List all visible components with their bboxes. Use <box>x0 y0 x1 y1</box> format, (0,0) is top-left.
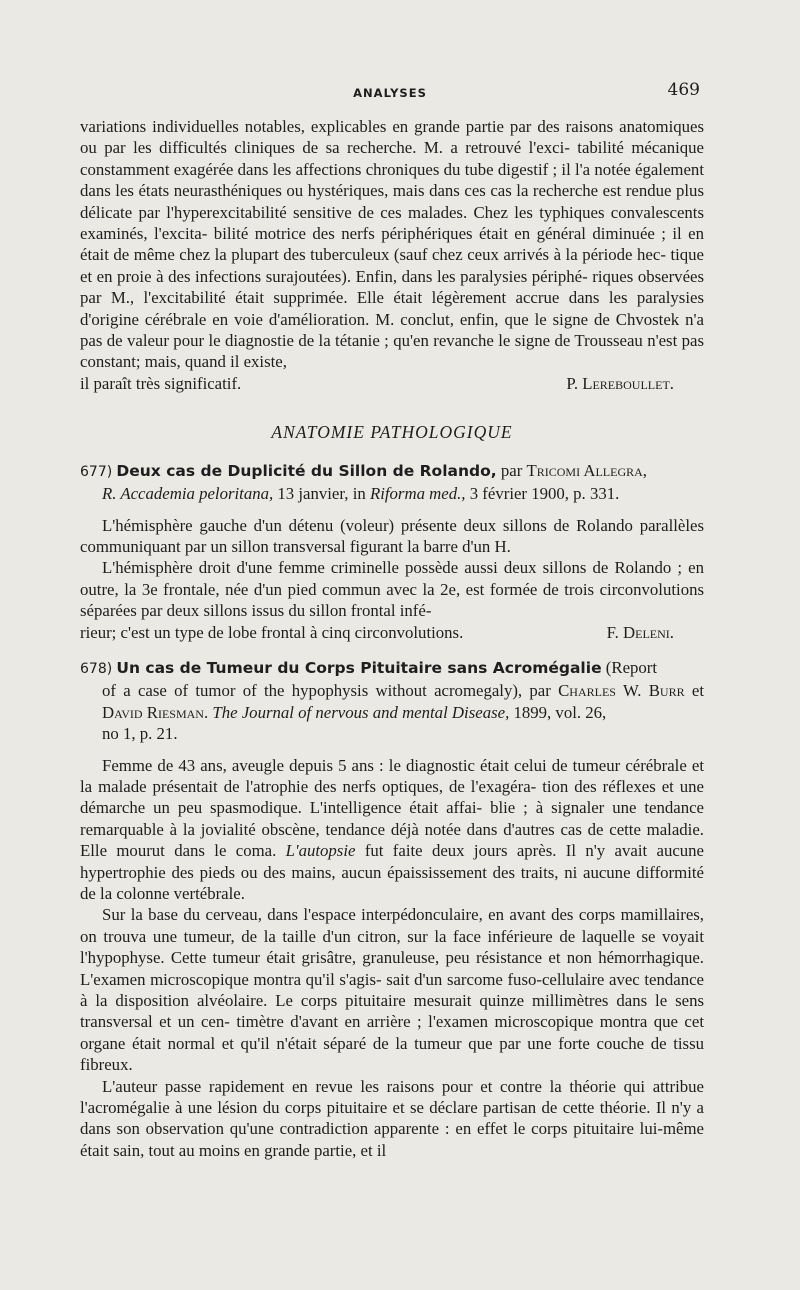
running-title: ANALYSES <box>353 86 427 100</box>
section-heading: ANATOMIE PATHOLOGIQUE <box>271 422 513 443</box>
article-title: Deux cas de Duplicité du Sillon de Rolando, <box>116 461 497 480</box>
article-678-paragraph-2: Sur la base du cerveau, dans l'espace interpédonculaire, en avant des corps mamillaires, on trouva une tumeur, de la taille d'un citron, sur la face inférieure de laquelle se voyait l'hypophyse. Cette tumeur était grisâtre, granuleuse, peu résistance et non hémorrhagique. L'examen microscopique montra qu'il s'agis- sait d'un sarcome fuso-cellulaire avec tendance à la disposition alvéolaire. Le corps pituitaire mesurait quinze millimètres dans le sens transversal et un cen- timètre d'avant en arrière ; l'examen microscopique montra que cet organe était normal et qu'il n'était séparé de la tumeur que par une forte couche de tissu fibreux. <box>80 905 704 1075</box>
article-677-heading: 677) Deux cas de Duplicité du Sillon de Rolando, par Tricomi Allegra, <box>80 460 647 480</box>
article-678-reference-end: no 1, p. 21. <box>102 724 178 744</box>
signature: F. Deleni. <box>606 622 674 642</box>
body-text <box>80 116 704 1161</box>
article-678-paragraph-3: L'auteur passe rapidement en revue les raisons pour et contre la théorie qui attribue l'acromégalie à une lésion du corps pituitaire et se déclare partisan de cette théorie. Il n'y a dans son observation qu'une contradiction apparente : en effet le corps pituitaire lui-même était sain, tout au moins en grande partie, et il <box>80 1076 704 1160</box>
article-677-paragraph-1: L'hémisphère gauche d'un détenu (voleur) présente deux sillons de Rolando parallèles communiquant par un sillon transversal figurant la barre d'un H. <box>80 515 705 556</box>
intro-paragraph: variations individuelles notables, explicables en grande partie par des raisons anatomiques ou par les difficultés cliniques de sa recherche. M. a retrouvé l'exci- tabilité mécanique constamment exagérée dans les affections chroniques du tube digestif ; il l'a notée également dans les états neurasthéniques ou hystériques, mais dans ces cas la recherche est rendue plus délicate par l'hyperexcitabilité sensitive de ces malades. Chez les typhiques convalescents examinés, l'excita- bilité motrice des nerfs périphériques était en général diminuée ; il en était de même chez la plupart des tuberculeux (sauf chez ceux arrivés à la période hec- tique et en proie à des infections surajoutées). Enfin, dans les paralysies périphé- riques observées par M., l'excitabilité était supprimée. Elle était légèrement accrue dans les paralysies d'origine cérébrale en voie d'amélioration. M. conclut, enfin, que le signe de Chvostek n'a pas de valeur pour le diagnostie de la tétanie ; qu'en revanche le signe de Trousseau n'est pas constant; mais, quand il existe, <box>80 117 705 372</box>
page-number: 469 <box>667 80 700 100</box>
article-677-reference: R. Accademia peloritana, 13 janvier, in Riforma med., 3 février 1900, p. 331. <box>102 484 620 504</box>
running-header <box>80 80 700 104</box>
article-title: Un cas de Tumeur du Corps Pituitaire sans Acromégalie <box>116 658 602 677</box>
article-677-last-line: rieur; c'est un type de lobe frontal à cinq circonvolutions. F. Deleni. <box>80 622 704 643</box>
article-678-reference: of a case of tumor of the hypophysis without acromegaly), par Charles W. Burr et David Riesman. The Journal of nervous and mental Disease, 1899, vol. 26, <box>102 681 705 722</box>
article-677-paragraph-2: L'hémisphère droit d'une femme criminelle possède aussi deux sillons de Rolando ; en outre, la 3e frontale, née d'un pied commun avec la 2e, est formée de trois circonvolutions séparées par deux sillons issus du sillon frontal infé- <box>80 558 704 621</box>
article-678-paragraph-1: Femme de 43 ans, aveugle depuis 5 ans : le diagnostic était celui de tumeur cérébrale et la malade présentait de l'atrophie des nerfs optiques, de l'exagéra- tion des réflexes et une démarche un peu spasmodique. L'intelligence était affai- blie ; à signaler une tendance remarquable à la jovialité obscène, tendance déjà notée dans d'autres cas de cette maladie. Elle mourut dans le coma. L'autopsie fut faite deux jours après. Il n'y avait aucune hypertrophie des pieds ou des mains, aucun épaississement des traits, ni aucune difformité de la colonne vertébrale. <box>80 755 705 903</box>
article-678-heading: 678) Un cas de Tumeur du Corps Pituitaire sans Acromégalie (Report <box>80 657 658 677</box>
intro-last-line: il paraît très significatif. P. Lereboullet. <box>80 373 704 394</box>
signature: P. Lereboullet. <box>566 373 674 393</box>
